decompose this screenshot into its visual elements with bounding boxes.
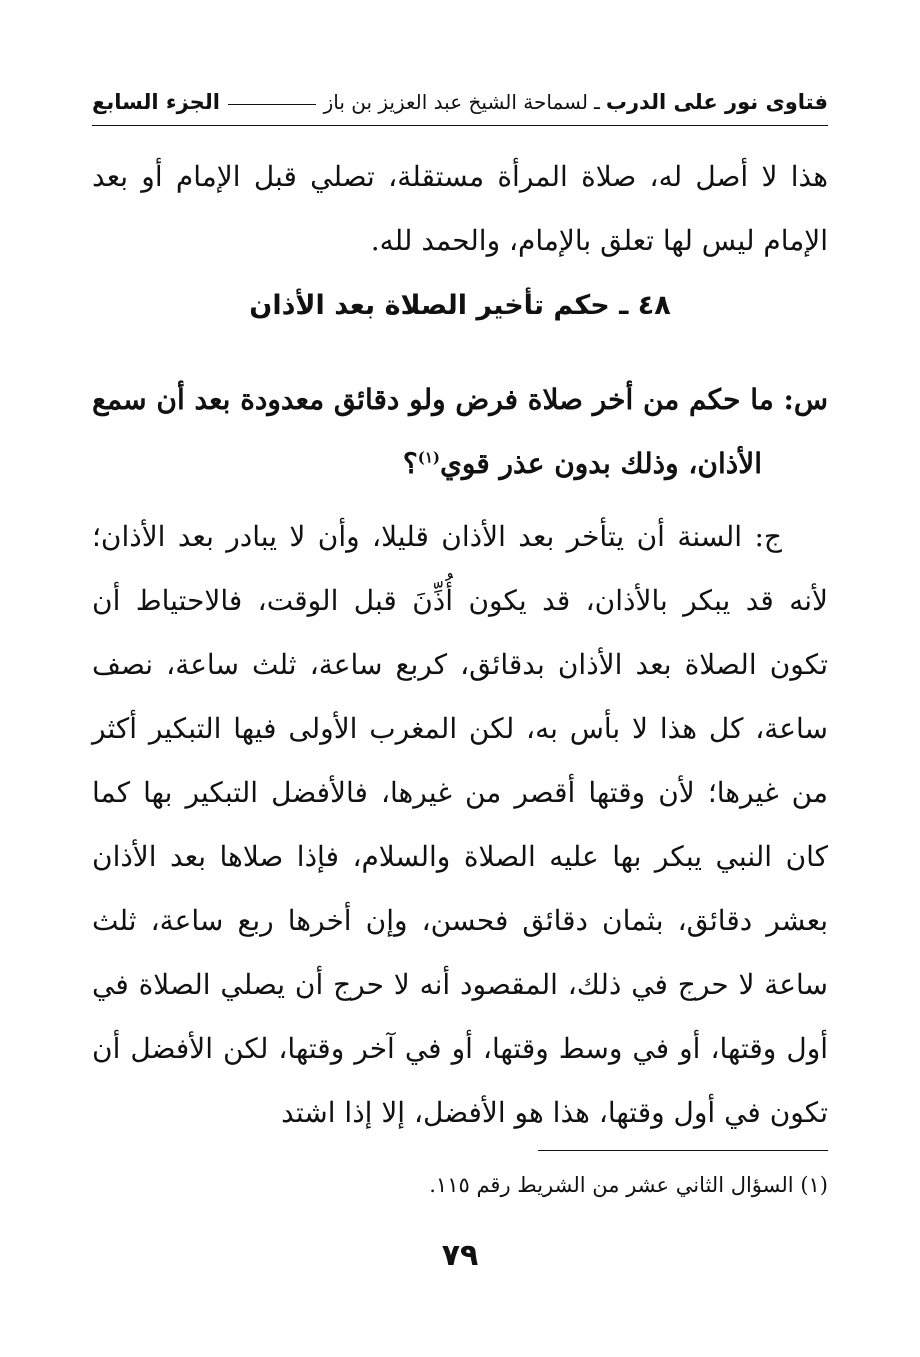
header-dash-line <box>228 104 316 105</box>
question-line-2-wrap <box>92 432 828 496</box>
author-name: لسماحة الشيخ عبد العزيز بن باز <box>323 90 588 114</box>
answer-text: السنة أن يتأخر بعد الأذان قليلا، وأن لا يبادر بعد الأذان؛ لأنه قد يبكر بالأذان، قد يكون أُذِّنَ قبل الوقت، فالاحتياط أن تكون الصلاة بعد الأذان بدقائق، كربع ساعة، ثلث ساعة، نصف ساعة، كل هذا لا بأس به، لكن المغرب الأولى فيها التبكير أكثر من غيرها؛ لأن وقتها أقصر من غيرها، فالأفضل التبكير بها كما كان النبي يبكر بها عليه الصلاة والسلام، فإذا صلاها بعد الأذان بعشر دقائق، بثمان دقائق فحسن، وإن أخرها ربع ساعة، ثلث ساعة لا حرج في ذلك، المقصود أنه لا حرج أن يصلي الصلاة في أول وقتها، أو في وسط وقتها، أو في آخر وقتها، لكن الأفضل أن تكون في أول وقتها، هذا هو الأفضل، إلا إذا اشتد <box>92 520 828 1129</box>
header-left-group <box>324 90 828 114</box>
volume-label: الجزء السابع <box>92 90 220 114</box>
section-title-text: حكم تأخير الصلاة بعد الأذان <box>249 290 610 321</box>
footnote-separator <box>538 1150 828 1151</box>
intro-paragraph: هذا لا أصل له، صلاة المرأة مستقلة، تصلي قبل الإمام أو بعد الإمام ليس لها تعلق بالإمام، والحمد لله. <box>92 160 828 257</box>
footnote-reference: (١) <box>417 448 441 467</box>
question-prefix: س: <box>783 383 828 416</box>
series-title: فتاوى نور على الدرب <box>605 90 828 114</box>
question-paragraph <box>92 368 828 496</box>
question-line-2: الأذان، وذلك بدون عذر قوي <box>440 447 762 480</box>
answer-paragraph <box>92 505 828 1145</box>
question-mark: ؟ <box>402 447 418 480</box>
section-number: ٤٨ <box>637 290 671 321</box>
footnote <box>92 1173 828 1197</box>
header-rule <box>92 125 828 126</box>
header-separator: ـ <box>593 90 600 114</box>
running-header <box>92 82 828 122</box>
answer-prefix: ج: <box>754 520 782 553</box>
footnote-marker: (١) <box>800 1173 828 1197</box>
footnote-text: السؤال الثاني عشر من الشريط رقم ١١٥. <box>429 1173 794 1197</box>
section-heading <box>92 290 828 321</box>
page-number: ٧٩ <box>441 1238 479 1273</box>
section-separator: ـ <box>619 290 629 321</box>
question-line-1: ما حكم من أخر صلاة فرض ولو دقائق معدودة بعد أن سمع <box>92 383 774 416</box>
